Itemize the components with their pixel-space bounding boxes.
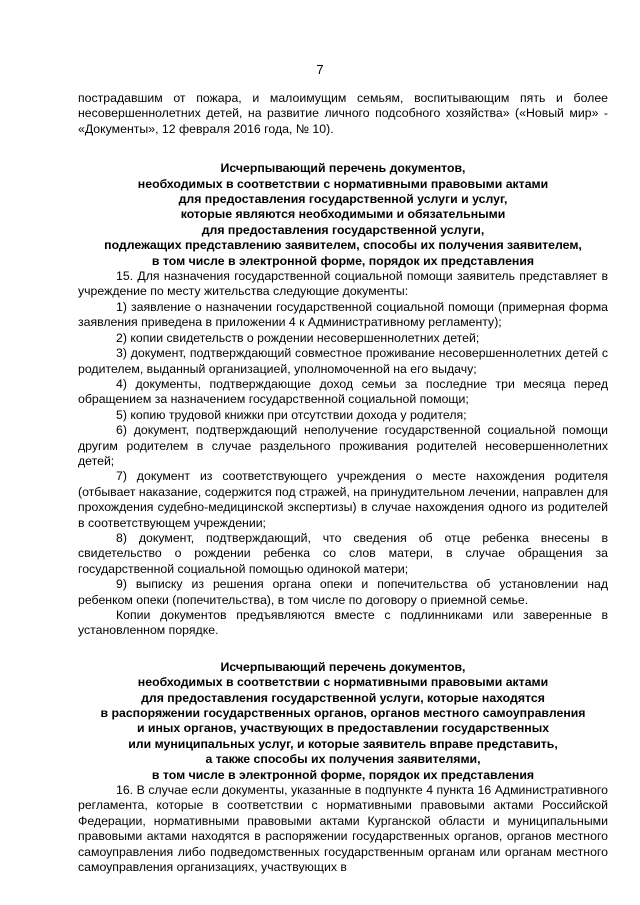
list-item-7: 7) документ из соответствующего учреждения о месте нахождения родителя (отбывает наказание, содержится под стражей, на принудительном лечении, направлен для прохождения судебно-медицинской экспертизы) в случае нахождения одного из родителей в соответствующем учреждении; <box>78 469 608 530</box>
list-item-3: 3) документ, подтверждающий совместное проживание несовершеннолетних детей с родителем, выданный организацией, уполномоченной на его выдачу; <box>78 346 608 376</box>
heading-line: в том числе в электронной форме, порядок их представления <box>151 767 535 782</box>
heading-line: необходимых в соответствии с нормативными правовыми актами <box>137 675 549 690</box>
heading-line: подлежащих представлению заявителем, способы их получения заявителем, <box>104 238 582 253</box>
heading-line: Исчерпывающий перечень документов, <box>220 659 466 674</box>
heading-line: для предоставления государственной услуги и услуг, <box>178 192 508 207</box>
section-heading-optional-documents <box>78 660 608 783</box>
heading-line: необходимых в соответствии с нормативными правовыми актами <box>137 176 549 191</box>
heading-line: в том числе в электронной форме, порядок их представления <box>151 253 535 268</box>
list-item-5: 5) копию трудовой книжки при отсутствии дохода у родителя; <box>116 407 467 422</box>
list-item-1: 1) заявление о назначении государственной социальной помощи (примерная форма заявления приведена в приложении 4 к Административному регламенту); <box>78 299 608 330</box>
heading-line: для предоставления государственной услуги, <box>201 222 485 237</box>
paragraph-16: 16. В случае если документы, указанные в подпункте 4 пункта 16 Административного регламента, которые в соответствии с нормативными правовыми актами Российской Федерации, нормативными правовыми актами Курганской области и муниципальными правовыми актами находятся в распоряжении государственных органов, органов местного самоуправления либо подведомственных государственным органам или органам местного самоуправления организациях, участвующих в <box>78 783 608 875</box>
page-content <box>78 91 608 876</box>
copies-note: Копии документов предъявляются вместе с подлинниками или заверенные в установленном порядке. <box>78 608 608 638</box>
list-item-8: 8) документ, подтверждающий, что сведения об отце ребенка внесены в свидетельство о рождении ребенка со слов матери, в случае обращения за государственной социальной помощью одинокой матери; <box>78 530 608 576</box>
list-item-9: 9) выписку из решения органа опеки и попечительства об установлении над ребенком опеки (попечительства), в том числе по договору о приемной семье. <box>78 577 608 607</box>
heading-line: или муниципальных услуг, и которые заявитель вправе представить, <box>128 736 558 751</box>
paragraph-15: 15. Для назначения государственной социальной помощи заявитель представляет в учреждение по месту жительства следующие документы: <box>78 269 608 299</box>
heading-line: для предоставления государственной услуги, которые находятся <box>141 690 545 705</box>
heading-line: в распоряжении государственных органов, органов местного самоуправления <box>100 706 586 721</box>
list-item-2: 2) копии свидетельств о рождении несовершеннолетних детей; <box>116 330 480 345</box>
heading-line: и иных органов, участвующих в предоставлении государственных <box>136 721 550 736</box>
section-heading-required-documents <box>78 161 608 269</box>
heading-line: которые являются необходимыми и обязательными <box>180 207 506 222</box>
list-item-4: 4) документы, подтверждающие доход семьи за последние три месяца перед обращением за назначением государственной социальной помощи; <box>78 376 608 407</box>
heading-line: а также способы их получения заявителями, <box>205 752 481 767</box>
heading-line: Исчерпывающий перечень документов, <box>220 161 466 176</box>
intro-paragraph: пострадавшим от пожара, и малоимущим семьям, воспитывающим пять и более несовершеннолетних детей, на развитие личного подсобного хозяйства» («Новый мир» - «Документы», 12 февраля 2016 года, № 10). <box>78 91 608 136</box>
page-number: 7 <box>316 62 324 77</box>
list-item-6: 6) документ, подтверждающий неполучение государственной социальной помощи другим родителем в случае раздельного проживания родителей несовершеннолетних детей; <box>78 423 608 468</box>
